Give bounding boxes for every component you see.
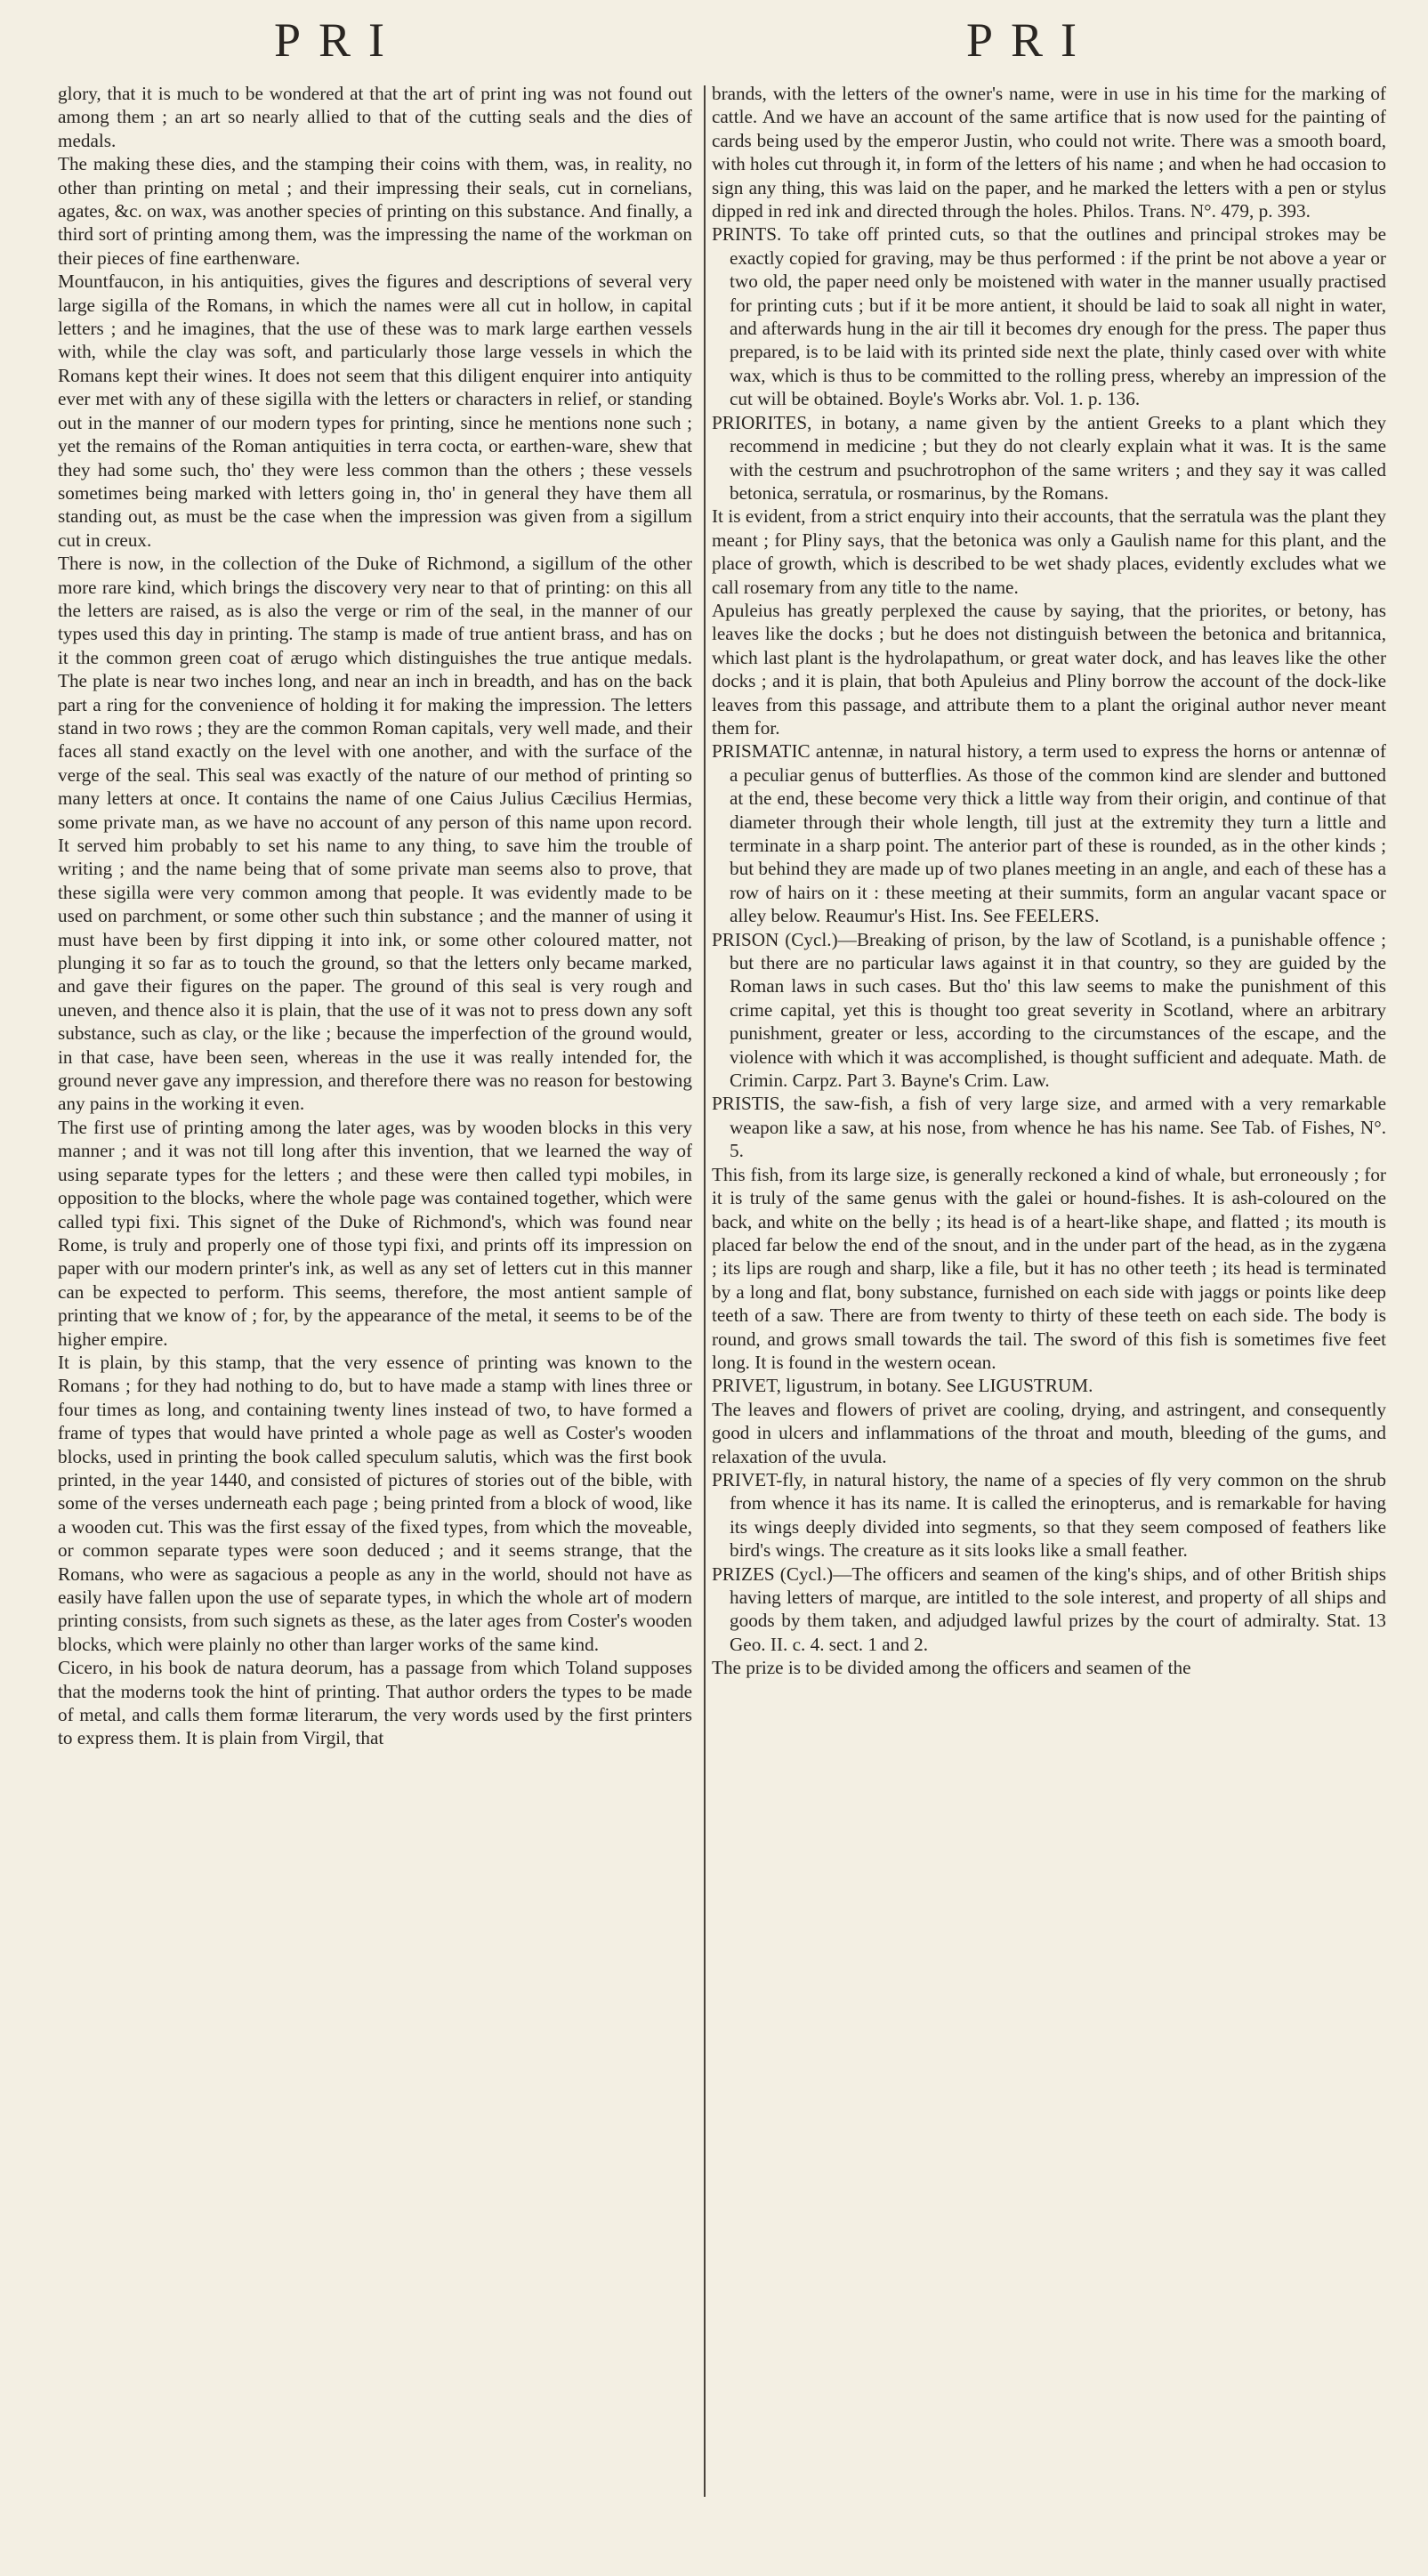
paragraph: There is now, in the collection of the Duke of Richmond, a sigillum of the other more rare kind, which brings the discovery very near to that of printing: on this all the letters are raised, as is also the verge or rim of the seal, in the manner of our types used this day in printing. The stamp is made of true antient brass, and has on it the common green coat of ærugo which distinguishes the true antique medals. The plate is near two inches long, and near an inch in breadth, and has on the back part a ring for the convenience of holding it for making the impression. The letters stand in two rows ; they are the common Roman capitals, very well made, and their faces all stand exactly on the level with one another, and with the surface of the verge of the seal. This seal was exactly of the nature of our method of printing so many letters at once. It contains the name of one Caius Julius Cæcilius Hermias, some private man, as we have no account of any person of this name upon record. It served him probably to set his name to any thing, to save him the trouble of writing ; and the name being that of some private man seems also to prove, that these sigilla were very common among that people. It was evidently made to be used on parchment, or some other such thin substance ; and the manner of using it must have been by first dipping it into ink, or some other coloured matter, not plunging it so far as to touch the ground, so that the letters only became marked, and gave their figures on the paper. The ground of this seal is very rough and uneven, and thence also it is plain, that the use of it was not to press down any soft substance, such as clay, or the like ; because the imperfection of the ground would, in that case, have been seen, whereas in the use it was really intended for, the ground never gave any impression, and therefore there was no reason for bestowing any pains in the working it even. xyxy=(58,553,692,1115)
column-divider xyxy=(704,85,706,2497)
paragraph: The leaves and flowers of privet are cooling, drying, and astringent, and consequently good in ulcers and inflammations of the throat and mouth, bleeding of the gums, and relaxation of the uvula. xyxy=(712,1398,1386,1467)
paragraph: glory, that it is much to be wondered at that the art of print ing was not found out among them ; an art so nearly allied to that of the cutting seals and the dies of medals. xyxy=(58,83,692,151)
paragraph: Mountfaucon, in his antiquities, gives the figures and descriptions of several very large sigilla of the Romans, in which the names were all cut in hollow, in capital letters ; and he imagines, that the use of these was to mark large earthen vessels with, while the clay was soft, and particularly those large vessels in which the Romans kept their wines. It does not seem that this diligent enquirer into antiquity ever met with any of these sigilla with the letters or characters in relief, or standing out in the manner of our modern types for printing, since he mentions none such ; yet the remains of the Roman antiquities in terra cocta, or earthen-ware, shew that they had some such, tho' they were less common than the others ; these vessels sometimes being marked with letters going in, tho' in general they have them all standing out, as must be the case when the impression was given from a sigillum cut in creux. xyxy=(58,271,692,551)
entry-prints: PRINTS. To take off printed cuts, so that the outlines and principal strokes may be exactly copied for graving, may be thus performed : if the print be not above a year or two old, the paper need only be moistened with water in the manner usually practised for printing cuts ; but if it be more antient, it should be laid to soak all night in water, and afterwards hung in the air till it becomes dry enough for the press. The paper thus prepared, is to be laid with its printed side next the plate, thinly cased over with white wax, which is thus to be committed to the rolling press, whereby an impression of the cut will be obtained. Boyle's Works abr. Vol. 1. p. 136. xyxy=(712,223,1386,410)
running-head-right: PRI xyxy=(965,13,1095,67)
paragraph: Apuleius has greatly perplexed the cause by saying, that the priorites, or betony, has leaves like the docks ; but he does not distinguish between the betonica and britannica, which last plant is the hydrolapathum, or great water dock, and has leaves like the other docks ; and it is plain, that both Apuleius and Pliny borrow the account of the dock-like leaves from this passage, and attribute them to a plant the original author never meant them for. xyxy=(712,599,1386,739)
entry-privet: PRIVET, ligustrum, in botany. See LIGUSTRUM. xyxy=(712,1375,1093,1397)
paragraph: brands, with the letters of the owner's name, were in use in his time for the marking of cattle. And we have an account of the same artifice that is now used for the painting of cards being used by the emperor Justin, who could not write. There was a smooth board, with holes cut through it, in form of the letters of his name ; and when he had occasion to sign any thing, this was laid on the paper, and he marked the letters with a pen or stylus dipped in red ink and directed through the holes. Philos. Trans. N°. 479, p. 393. xyxy=(712,83,1386,222)
entry-prizes: PRIZES (Cycl.)—The officers and seamen of the king's ships, and of other British ships having letters of marque, are intitled to the sole interest, and property of all ships and goods by them taken, and adjudged lawful prizes by the court of admiralty. Stat. 13 Geo. II. c. 4. sect. 1 and 2. xyxy=(712,1563,1386,1655)
entry-privet-fly: PRIVET-fly, in natural history, the name of a species of fly very common on the shrub from whence it has its name. It is called the erinopterus, and is remarkable for having its wings deeply divided into segments, so that they seem composed of feathers like bird's wings. The creature as it sits looks like a small feather. xyxy=(712,1468,1386,1562)
paragraph: The first use of printing among the later ages, was by wooden blocks in this very manner ; and it was not till long after this invention, that we learned the way of using separate types for the letters ; and these were then called typi mobiles, in opposition to the blocks, where the whole page was contained together, which were called typi fixi. This signet of the Duke of Richmond's, which was found near Rome, is truly and properly one of those typi fixi, and prints off its impression on paper with our modern printer's ink, as well as any set of letters cut in this manner can be expected to perform. This seems, therefore, the most antient sample of printing that we know of ; for, by the appearance of the metal, it seems to be of the higher empire. xyxy=(58,1116,692,1350)
paragraph: This fish, from its large size, is generally reckoned a kind of whale, but erroneously ; for it is truly of the same genus with the galei or hound-fishes. It is ash-coloured on the back, and white on the belly ; its head is of a heart-like shape, and flatted ; its mouth is placed far below the end of the snout, and in the under part of the head, as in the zygæna ; its lips are rough and sharp, like a file, but it has no other teeth ; its head is terminated by a long and flat, bony substance, furnished on each side with jaggs or points like deep teeth of a saw. There are from twenty to thirty of these teeth on each side. The body is round, and grows small towards the tail. The sword of this fish is sometimes five feet long. It is found in the western ocean. xyxy=(712,1163,1386,1373)
paragraph: It is evident, from a strict enquiry into their accounts, that the serratula was the plant they meant ; for Pliny says, that the betonica was only a Gaulish name for this plant, and the place of growth, which is described to be wet shady places, evidently excludes what we call rosemary from any title to the name. xyxy=(712,505,1386,598)
paragraph: The prize is to be divided among the officers and seamen of the xyxy=(712,1657,1191,1679)
entry-prismatic: PRISMATIC antennæ, in natural history, a term used to express the horns or antennæ of a peculiar genus of butterflies. As those of the common kind are slender and buttoned at the end, these become very thick a little way from their origin, and continue of that diameter through their whole length, till just at the extremity they turn a little and terminate in a sharp point. The anterior part of these is rounded, as in the other kinds ; but behind they are made up of two planes meeting in an angle, and each of these has a row of hairs on it : these meeting at their summits, form an angular vacant space or alley below. Reaumur's Hist. Ins. See FEELERS. xyxy=(712,740,1386,927)
paragraph: It is plain, by this stamp, that the very essence of printing was known to the Romans ; for they had nothing to do, but to have made a stamp with lines three or four times as long, and containing twenty lines instead of two, to have formed a frame of types that would have printed a whole page as well as Coster's wooden blocks, used in printing the book called speculum salutis, which was the first book printed, in the year 1440, and consisted of pictures of stories out of the bible, with some of the verses underneath each page ; being printed from a block of wood, like a wooden cut. This was the first essay of the fixed types, from which the moveable, or common separate types were soon deduced ; and it seems strange, that the Romans, who were as sagacious a people as any in the world, should not have as easily have fallen upon the use of separate types, in which the whole art of modern printing consists, from such signets as these, as the later ages from Coster's wooden blocks, which were plainly no other than larger works of the same kind. xyxy=(58,1351,692,1655)
paragraph: The making these dies, and the stamping their coins with them, was, in reality, no other than printing on metal ; and their impressing their seals, cut in cornelians, agates, &c. on wax, was another species of printing on this substance. And finally, a third sort of printing among them, was the impressing the name of the workman on their pieces of fine earthenware. xyxy=(58,153,692,269)
paragraph: Cicero, in his book de natura deorum, has a passage from which Toland supposes that the moderns took the hint of printing. That author orders the types to be made of metal, and calls them formæ literarum, the very words used by the first printers to express them. It is plain from Virgil, that xyxy=(58,1657,692,1749)
right-column xyxy=(712,82,1386,2549)
entry-pristis: PRISTIS, the saw-fish, a fish of very large size, and armed with a very remarkable weapon like a saw, at his nose, from whence he has his name. See Tab. of Fishes, N°. 5. xyxy=(712,1093,1386,1162)
entry-prison: PRISON (Cycl.)—Breaking of prison, by the law of Scotland, is a punishable offence ; but there are no particular laws against it in that country, so they are guided by the Roman laws in such cases. But tho' this law seems to make the punishment of this crime capital, yet this is thought too great severity in Scotland, where an arbitrary punishment, greater or less, according to the circumstances of the escape, and the violence with which it was accomplished, is thought sufficient and adequate. Math. de Crimin. Carpz. Part 3. Bayne's Crim. Law. xyxy=(712,928,1386,1092)
left-column xyxy=(58,82,692,2549)
running-head-left: PRI xyxy=(273,13,403,67)
entry-priorites: PRIORITES, in botany, a name given by the antient Greeks to a plant which they recommend in medicine ; but they do not clearly explain what it was. It is the same with the cestrum and psuchrotrophon of the same writers ; and they say it was called betonica, serratula, or rosmarinus, by the Romans. xyxy=(712,411,1386,504)
